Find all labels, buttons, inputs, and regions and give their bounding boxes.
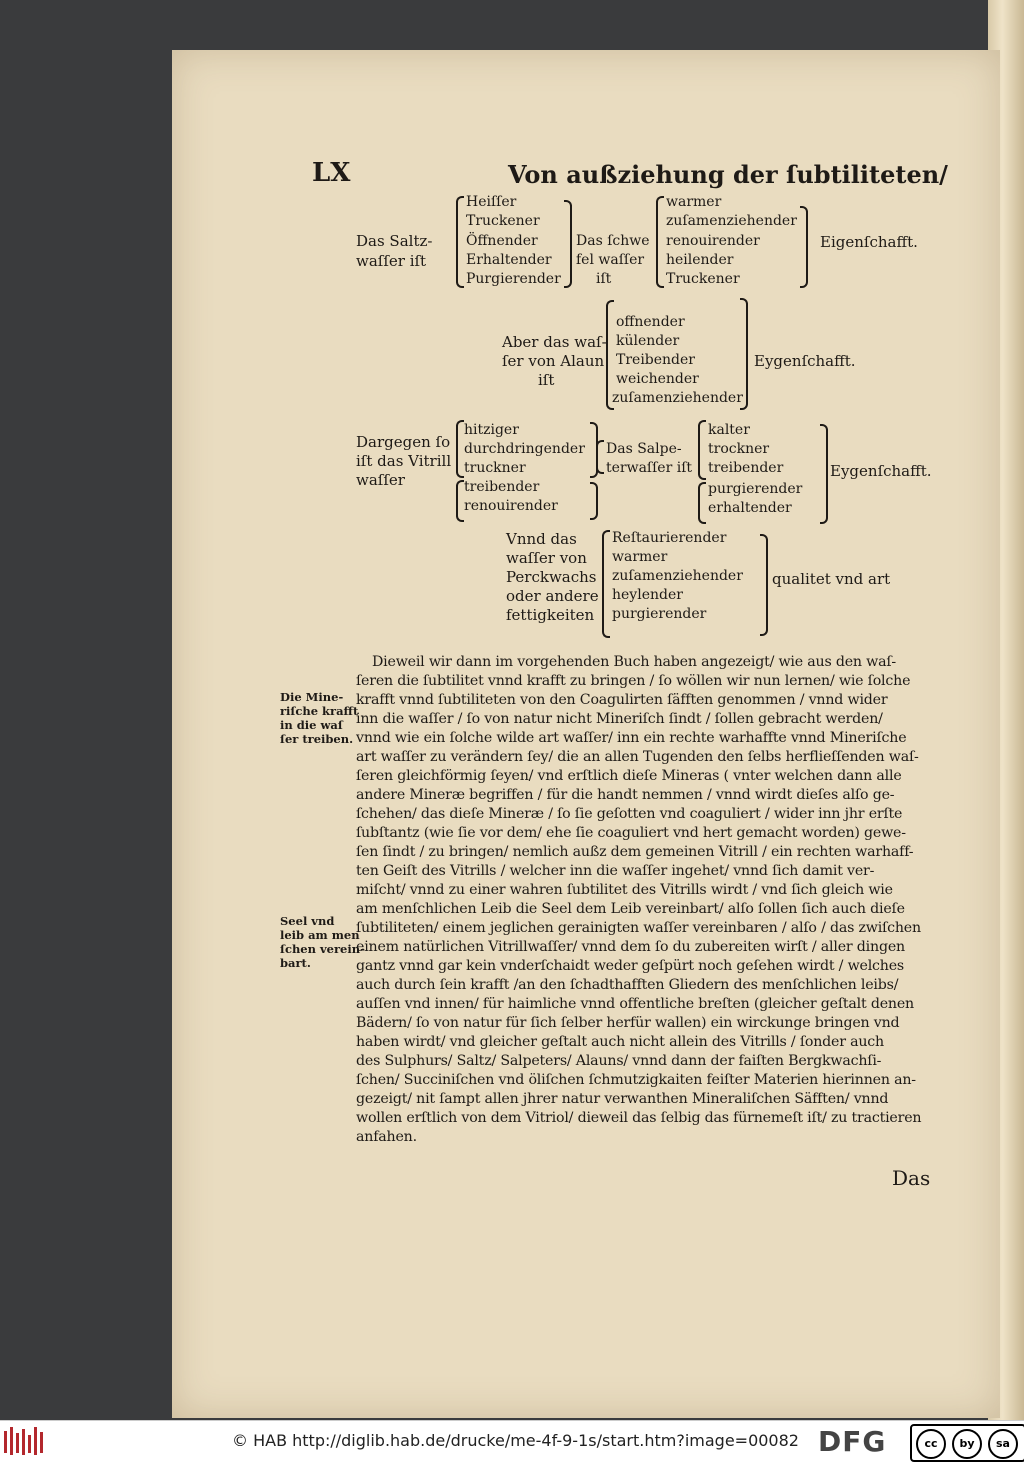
brace [596, 440, 604, 474]
text-line: am menſchlichen Leib die Seel dem Leib vereinbart/ alſo ſollen ſich auch dieſe [356, 901, 905, 917]
table1-prop2: warmer [666, 194, 722, 210]
text-line: wollen erſtlich von dem Vitriol/ dieweil das ſelbig das fürnemeſt iſt/ zu tractieren [356, 1110, 922, 1126]
text-line: auſſen vnd innen/ für haimliche vnnd offentliche breſten (gleicher geſtalt denen [356, 996, 914, 1012]
table1-label: Eigenſchafft. [820, 233, 918, 251]
table2-subject-line: Aber das waſ- [502, 333, 607, 351]
table3-subject2-line: Das Salpe- [606, 441, 682, 457]
table3-prop2: treibender [708, 460, 784, 476]
brace [820, 424, 828, 524]
text-line: anfahen. [356, 1129, 417, 1145]
brace [740, 298, 748, 410]
table2-prop: zuſamenziehender [612, 390, 743, 406]
table3-subject2-line: terwaſſer iſt [606, 460, 693, 476]
cc-license-badge[interactable] [910, 1424, 1024, 1462]
table3-prop2: erhaltender [708, 500, 792, 516]
table3-prop: truckner [464, 460, 526, 476]
text-line: gantz vnnd gar kein vnderſchaidt weder geſpürt noch geſehen wirdt / welches [356, 958, 905, 974]
running-title: Von außziehung der ſubtiliteten/ [508, 160, 948, 189]
brace [456, 480, 464, 522]
text-line: ten Geiſt des Vitrills / welcher inn die waſſer ingehet/ vnnd ſich damit ver- [356, 863, 875, 879]
brace [590, 482, 598, 520]
margin-note-line: bart. [280, 956, 311, 970]
cc-icon: cc [916, 1429, 946, 1459]
catchword: Das [892, 1166, 931, 1190]
table3-prop2: trockner [708, 441, 770, 457]
brace [456, 196, 464, 288]
table4-subject-line: oder andere [506, 587, 599, 605]
table2-prop: offnender [616, 314, 685, 330]
text-line: Bädern/ ſo von natur für ſich ſelber herfür wallen) ein wirckunge bringen vnd [356, 1015, 900, 1031]
table3-subject-line: waſſer [356, 471, 405, 489]
brace [760, 534, 768, 636]
table1-prop: Truckener [466, 213, 540, 229]
table4-prop: purgierender [612, 606, 707, 622]
text-line: haben wirdt/ vnd gleicher geſtalt auch nicht allein des Vitrills / ſonder auch [356, 1034, 884, 1050]
text-line: ſen ſindt / zu bringen/ nemlich außz dem gemeinen Vitrill / ein rechten warhaff- [356, 844, 914, 860]
table2-subject-line: ſer von Alaun [502, 352, 605, 370]
table2-label: Eygenſchafft. [754, 352, 856, 370]
table1-prop2: Truckener [666, 271, 740, 287]
table3-prop: hitziger [464, 422, 519, 438]
table1-prop2: zuſamenziehender [666, 213, 797, 229]
sa-icon: sa [988, 1429, 1018, 1459]
margin-note-line: Die Mine- [280, 690, 344, 704]
margin-note-line: ſchen verein- [280, 942, 365, 956]
table1-prop2: renouirender [666, 233, 760, 249]
table2-prop: Treibender [616, 352, 695, 368]
table1-subject-line: Das Saltz- [356, 232, 433, 250]
text-line: art waſſer zu verändern ſey/ die an allen Tugenden den ſelbs herflieſſenden waſ- [356, 749, 919, 765]
dfg-logo: DFG [818, 1425, 887, 1458]
table3-prop2: purgierender [708, 481, 803, 497]
text-line: ſeren die ſubtilitet vnnd krafft zu bringen / ſo wöllen wir nun lernen/ wie ſolche [356, 673, 911, 689]
brace [456, 420, 464, 478]
text-line: Dieweil wir dann im vorgehenden Buch haben angezeigt/ wie aus den waſ- [372, 654, 897, 670]
text-line: inn die waſſer / ſo von natur nicht Mineriſch ſindt / ſollen gebracht werden/ [356, 711, 883, 727]
text-line: ſeren gleichförmig ſeyen/ vnd erſtlich dieſe Mineras ( vnter welchen dann alle [356, 768, 902, 784]
table1-prop: Heiſſer [466, 194, 517, 210]
text-line: ſubſtantz (wie ſie vor dem/ ehe ſie coaguliert vnd hert gemacht worden) gewe- [356, 825, 906, 841]
text-line: auch durch ſein krafft /an den ſchadthafften Gliedern des menſchlichen leibs/ [356, 977, 899, 993]
table4-prop: Reſtaurierender [612, 530, 727, 546]
text-line: ſchehen/ das dieſe Mineræ / ſo ſie geſotten vnd coaguliert / wider inn jhr erſte [356, 806, 903, 822]
table4-subject-line: Perckwachs [506, 568, 597, 586]
table3-subject-line: Dargegen ſo [356, 433, 451, 451]
text-line: vnnd wie ein ſolche wilde art waſſer/ inn ein rechte warhaffte vnnd Mineriſche [356, 730, 907, 746]
table1-prop: Purgierender [466, 271, 561, 287]
table1-subject2-line: fel waſſer [576, 252, 645, 268]
folio-number: LX [312, 158, 351, 188]
table3-subject-line: iſt das Vitrill [356, 452, 452, 470]
table3-prop: treibender [464, 479, 540, 495]
viewer-footer [0, 1420, 1024, 1462]
text-line: miſcht/ vnnd zu einer wahren ſubtilitet des Vitrills wirdt / vnd ſich gleich wie [356, 882, 893, 898]
margin-note-line: riſche krafft [280, 704, 359, 718]
brace [602, 530, 610, 638]
copyright-link[interactable]: © HAB http://diglib.hab.de/drucke/me-4f-9-1s/start.htm?image=00082 [232, 1431, 799, 1450]
text-line: gezeigt/ nit ſampt allen jhrer natur verwanthen Mineraliſchen Säfften/ vnnd [356, 1091, 889, 1107]
margin-note-line: ſer treiben. [280, 732, 354, 746]
margin-note-line: in die waſ [280, 718, 343, 732]
table4-prop: zuſamenziehender [612, 568, 743, 584]
table4-subject-line: fettigkeiten [506, 606, 595, 624]
table3-prop: durchdringender [464, 441, 585, 457]
table2-subject-line: iſt [538, 371, 555, 389]
table2-prop: külender [616, 333, 680, 349]
table1-subject2-line: Das ſchwe [576, 233, 650, 249]
brace [656, 196, 664, 288]
table1-prop: Erhaltender [466, 252, 552, 268]
brace [564, 200, 572, 288]
table1-subject2-line: iſt [596, 271, 612, 287]
text-line: andere Mineræ begriffen / für die handt nemmen / vnnd wirdt dieſes alſo ge- [356, 787, 895, 803]
table3-prop: renouirender [464, 498, 558, 514]
text-line: ſubtiliteten/ einem jeglichen gerainigten waſſer vereinbaren / alſo / das zwiſchen [356, 920, 921, 936]
table1-subject-line: waſſer iſt [356, 252, 427, 270]
margin-note-line: leib am men [280, 928, 360, 942]
text-line: einem natürlichen Vitrillwaſſer/ vnnd dem ſo du zubereiten wirſt / aller dingen [356, 939, 905, 955]
text-line: des Sulphurs/ Saltz/ Salpeters/ Alauns/ vnnd dann der faiſten Bergkwachſi- [356, 1053, 882, 1069]
text-line: ſchen/ Succiniſchen vnd öliſchen ſchmutzigkaiten feiſter Materien hierinnen an- [356, 1072, 916, 1088]
table2-prop: weichender [616, 371, 699, 387]
table4-prop: warmer [612, 549, 668, 565]
table4-prop: heylender [612, 587, 683, 603]
brace [800, 206, 808, 288]
table3-prop2: kalter [708, 422, 750, 438]
brace [698, 420, 706, 480]
table1-prop: Öffnender [466, 233, 538, 249]
table4-label: qualitet vnd art [772, 570, 891, 588]
brace [698, 482, 706, 524]
table4-subject-line: waſſer von [506, 549, 587, 567]
by-icon: by [952, 1429, 982, 1459]
text-line: krafft vnnd ſubtiliteten von den Coagulirten ſäfften genommen / vnnd wider [356, 692, 888, 708]
table3-label: Eygenſchafft. [830, 462, 932, 480]
table1-prop2: heilender [666, 252, 734, 268]
library-logo-icon [4, 1427, 48, 1455]
table4-subject-line: Vnnd das [506, 530, 577, 548]
margin-note-line: Seel vnd [280, 914, 335, 928]
